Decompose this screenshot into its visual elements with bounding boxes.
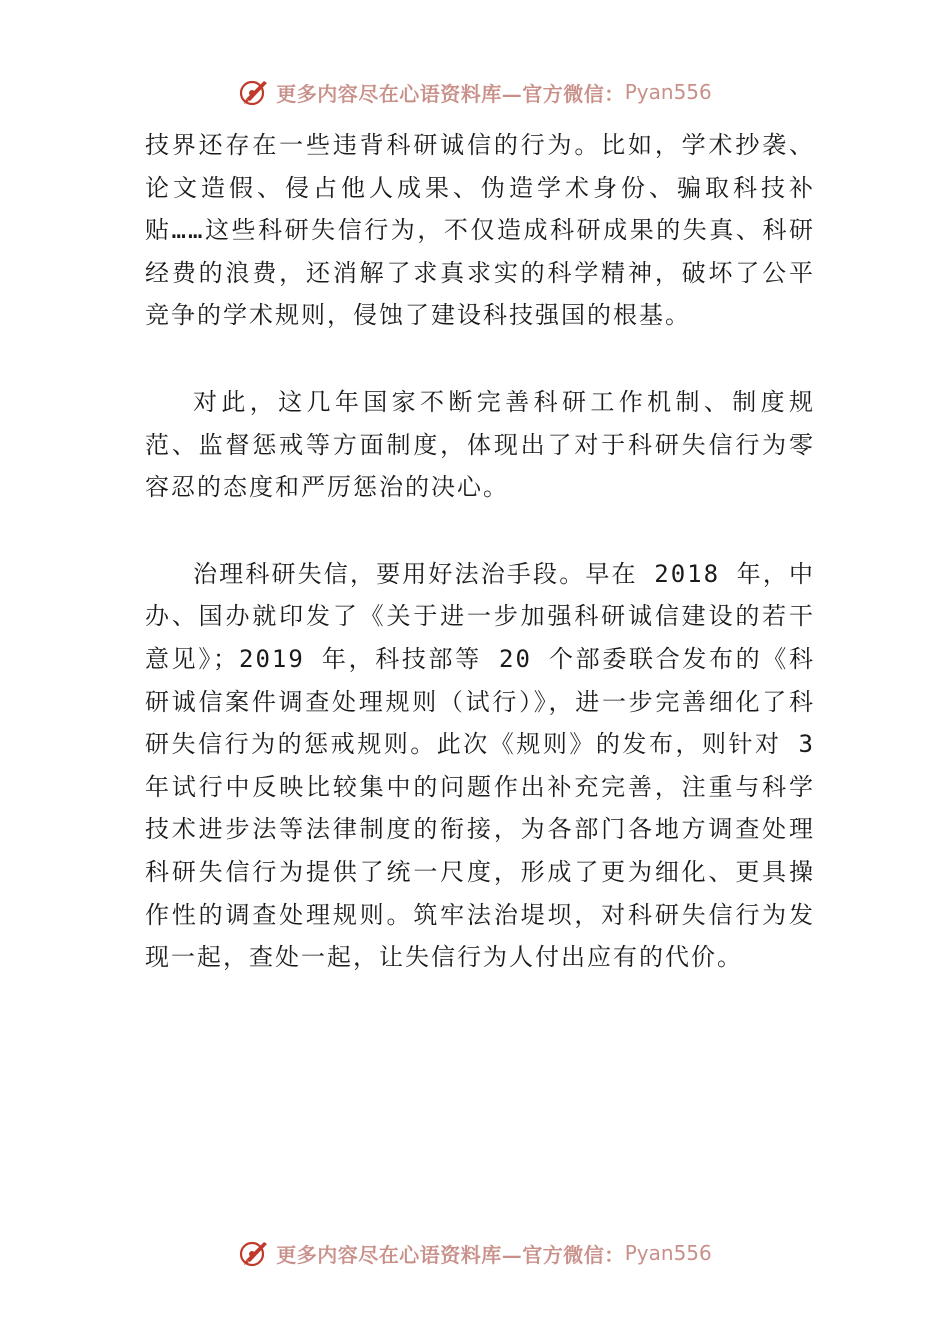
header-watermark-banner bbox=[0, 74, 950, 110]
quill-seal-logo-icon bbox=[238, 1238, 272, 1268]
paragraph-1: 技界还存在一些违背科研诚信的行为。比如，学术抄袭、论文造假、侵占他人成果、伪造学术身份、骗取科技补贴……这些科研失信行为，不仅造成科研成果的失真、科研经费的浪费，还消解了求真求实的科学精神，破坏了公平竞争的学术规则，侵蚀了建设科技强国的根基。 bbox=[145, 131, 815, 330]
banner-text: 更多内容尽在心语资料库—官方微信： bbox=[276, 81, 625, 106]
paragraph-3: 治理科研失信，要用好法治手段。早在 2018 年，中办、国办就印发了《关于进一步加强科研诚信建设的若干意见》；2019 年，科技部等 20 个部委联合发布的《科研诚信案件调查处理规则（试行）》，进一步完善细化了科研失信行为的惩戒规则。此次《规则》的发布，则针对 3 年试行中反映比较集中的问题作出补充完善，注重与科学技术进步法等法律制度的衔接，为各部门各地方调查处理科研失信行为提供了统一尺度，形成了更为细化、更具操作性的调查处理规则。筑牢法治堤坝，对科研失信行为发现一起，查处一起，让失信行为人付出应有的代价。 bbox=[145, 559, 815, 972]
document-body bbox=[145, 124, 815, 979]
footer-watermark-banner bbox=[0, 1235, 950, 1271]
quill-seal-logo-icon bbox=[238, 77, 272, 107]
banner-wechat-id: Pyan556 bbox=[624, 1241, 712, 1265]
paragraph-gap bbox=[145, 509, 815, 553]
paragraph-gap bbox=[145, 337, 815, 381]
banner-wechat-id: Pyan556 bbox=[624, 80, 712, 104]
banner-text: 更多内容尽在心语资料库—官方微信： bbox=[276, 1242, 625, 1267]
paragraph-2: 对此，这几年国家不断完善科研工作机制、制度规范、监督惩戒等方面制度，体现出了对于科研失信行为零容忍的态度和严厉惩治的决心。 bbox=[145, 387, 815, 502]
